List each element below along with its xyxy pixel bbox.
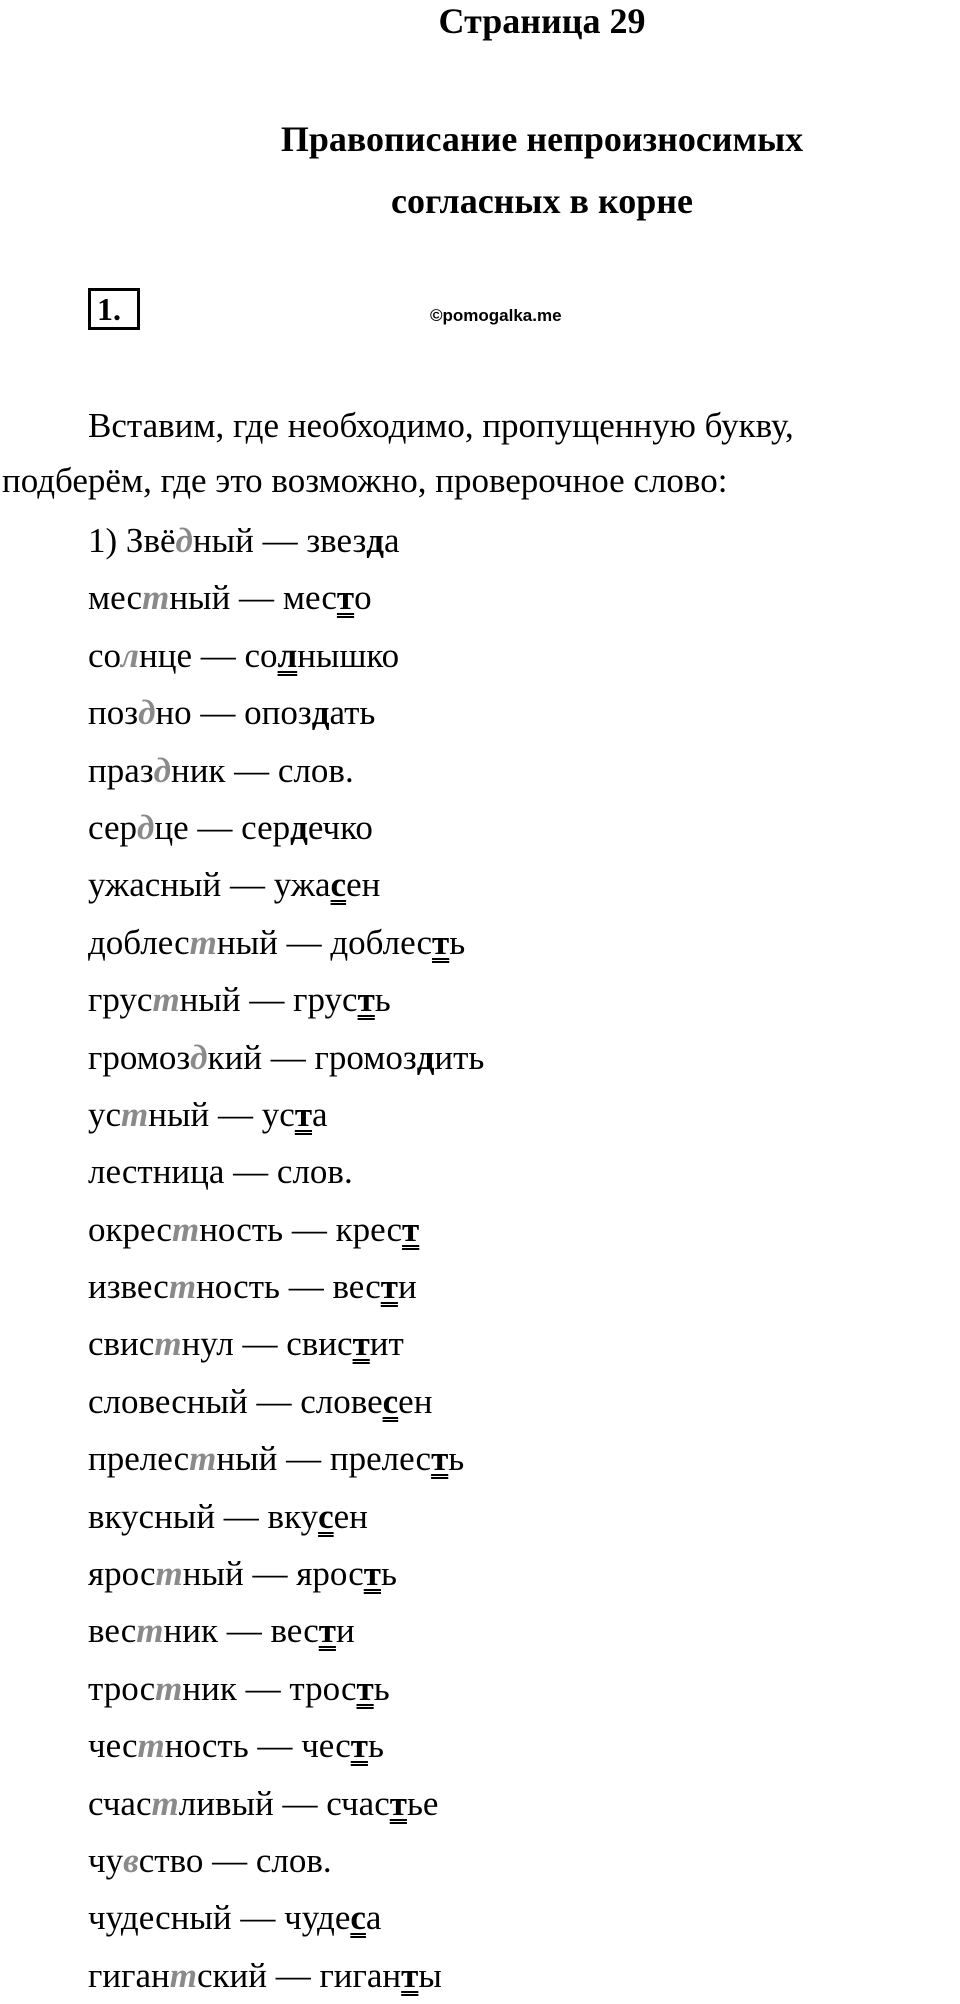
checked-letter: т: [357, 980, 375, 1020]
check-word-text: громоз: [314, 1037, 417, 1077]
silent-consonant: т: [169, 1955, 197, 1995]
silent-consonant: д: [138, 693, 156, 733]
checked-letter: т: [294, 1094, 313, 1134]
word-pair: [88, 1660, 948, 1717]
check-word-text: о: [354, 578, 372, 618]
word-text: трос: [88, 1668, 156, 1708]
checked-letter: т: [318, 1611, 336, 1651]
word-text: ность —: [199, 1209, 336, 1249]
word-pair: [88, 971, 948, 1028]
check-word-text: ь: [374, 980, 391, 1020]
checked-letter: л: [277, 635, 298, 675]
instruction-line-2: подберём, где это возможно, проверочное слово:: [2, 461, 728, 500]
word-pair: [88, 1488, 948, 1545]
word-pair: [88, 1602, 948, 1659]
silent-consonant: д: [137, 807, 155, 847]
silent-consonant: в: [123, 1840, 139, 1880]
check-word-text: ье: [406, 1783, 439, 1823]
check-word-text: вес: [332, 1267, 381, 1307]
check-word-text: ечко: [307, 807, 373, 847]
check-word-text: ен: [333, 1496, 368, 1536]
check-word-text: грус: [293, 980, 358, 1020]
word-pair: [88, 1832, 948, 1889]
word-text: доблес: [88, 922, 190, 962]
word-text: извес: [88, 1267, 169, 1307]
silent-consonant: т: [168, 1267, 197, 1307]
silent-consonant: т: [121, 1094, 149, 1134]
check-word-text: крес: [335, 1209, 403, 1249]
section-title: [0, 108, 960, 232]
silent-consonant: т: [137, 1726, 165, 1766]
word-text: словесный —: [88, 1381, 301, 1421]
checked-letter: т: [389, 1783, 407, 1823]
checked-letter: т: [401, 1955, 419, 1995]
silent-consonant: л: [121, 635, 140, 675]
checked-letter: т: [356, 1668, 374, 1708]
word-pair: [88, 1889, 948, 1946]
check-word-text: ужа: [273, 865, 331, 905]
check-word-text: а: [312, 1094, 328, 1134]
word-text: ливый —: [178, 1783, 327, 1823]
word-pair: [88, 684, 948, 741]
word-pair: [88, 856, 948, 913]
word-pair: [88, 569, 948, 626]
check-word-text: ы: [418, 1955, 442, 1995]
check-word-text: ен: [346, 865, 381, 905]
word-text: громоз: [88, 1037, 191, 1077]
check-word-text: а: [384, 521, 400, 560]
silent-consonant: т: [155, 1554, 183, 1594]
checked-letter: т: [352, 1324, 370, 1364]
silent-consonant: т: [152, 980, 180, 1020]
checked-letter: т: [431, 1439, 449, 1479]
check-word-text: счас: [326, 1783, 390, 1823]
check-word-text: ит: [369, 1324, 404, 1364]
word-pair: [88, 512, 948, 569]
checked-letter: с: [330, 865, 347, 905]
word-pair-list: [88, 512, 948, 2004]
checked-letter: т: [432, 922, 450, 962]
check-word-text: ать: [329, 693, 376, 733]
word-pair: [88, 1029, 948, 1086]
checked-letter: с: [350, 1898, 366, 1938]
word-pair: [88, 1947, 948, 2004]
check-word-text: звез: [306, 521, 367, 560]
check-word-text: прелес: [329, 1439, 432, 1479]
check-word-text: вес: [270, 1611, 319, 1651]
section-title-line-2: согласных в корне: [391, 181, 693, 221]
word-pair: [88, 1775, 948, 1832]
checked-letter: д: [416, 1037, 435, 1077]
checked-letter: т: [402, 1209, 420, 1249]
word-text: ус: [88, 1094, 122, 1134]
word-pair: [88, 799, 948, 856]
word-text: поз: [88, 693, 139, 733]
word-pair: [88, 1430, 948, 1487]
checked-letter: т: [336, 578, 355, 618]
check-word-text: сер: [241, 807, 291, 847]
checked-letter: с: [318, 1496, 334, 1536]
word-pair: [88, 1201, 948, 1258]
word-text: ный —: [192, 521, 307, 560]
checked-letter: т: [363, 1554, 381, 1594]
check-word-text: со: [244, 635, 278, 675]
section-title-line-1: Правописание непроизносимых: [280, 119, 804, 159]
word-pair: [88, 914, 948, 971]
checked-letter: с: [382, 1381, 399, 1421]
check-word-text: ен: [398, 1381, 433, 1421]
check-word-text: ить: [434, 1037, 485, 1077]
word-pair: [88, 627, 948, 684]
word-pair: [88, 742, 948, 799]
word-text: мес: [88, 578, 143, 618]
word-pair: [88, 1373, 948, 1430]
word-text: прелес: [88, 1439, 190, 1479]
word-text: счас: [88, 1783, 152, 1823]
check-word-text: доблес: [330, 922, 433, 962]
silent-consonant: т: [155, 1668, 183, 1708]
word-text: окрес: [88, 1209, 172, 1249]
check-word-text: ь: [449, 922, 466, 962]
check-word-text: ь: [373, 1668, 390, 1708]
word-text: 1) Звё: [88, 521, 176, 560]
check-word-text: мес: [282, 578, 337, 618]
word-text: ный —: [216, 922, 331, 962]
check-word-text: ь: [448, 1439, 465, 1479]
word-text: ный —: [182, 1554, 297, 1594]
word-text: кий —: [207, 1037, 315, 1077]
word-pair: [88, 1717, 948, 1774]
word-text: гиган: [88, 1955, 170, 1995]
word-text: сер: [88, 807, 137, 847]
word-text: ник — слов.: [170, 750, 354, 790]
word-text: ярос: [88, 1554, 156, 1594]
word-text: ник —: [163, 1611, 271, 1651]
word-text: ный —: [148, 1094, 262, 1134]
silent-consonant: т: [151, 1783, 179, 1823]
check-word-text: нышко: [297, 635, 400, 675]
task-instruction: [0, 398, 960, 508]
check-word-text: чуде: [284, 1898, 351, 1938]
page-title: Страница 29: [438, 1, 646, 41]
word-text: грус: [88, 980, 153, 1020]
instruction-line-1: Вставим, где необходимо, пропущенную букву,: [88, 406, 794, 445]
check-word-text: слове: [300, 1381, 383, 1421]
word-text: ность —: [196, 1267, 333, 1307]
checked-letter: д: [311, 693, 330, 733]
silent-consonant: т: [189, 1439, 217, 1479]
word-text: ник —: [182, 1668, 290, 1708]
check-word-text: гиган: [319, 1955, 402, 1995]
word-text: но —: [155, 693, 245, 733]
check-word-text: трос: [289, 1668, 357, 1708]
checked-letter: д: [366, 521, 385, 560]
check-word-text: опоз: [244, 693, 312, 733]
check-word-text: свис: [286, 1324, 353, 1364]
task-number-badge: 1.: [88, 288, 140, 330]
word-text: ный —: [179, 980, 294, 1020]
word-pair: [88, 1143, 948, 1200]
word-pair: [88, 1315, 948, 1372]
word-text: ство — слов.: [138, 1840, 332, 1880]
word-text: ужасный —: [88, 865, 274, 905]
word-text: чудесный —: [88, 1898, 285, 1938]
checked-letter: т: [380, 1267, 398, 1307]
word-text: ский —: [196, 1955, 320, 1995]
check-word-text: и: [335, 1611, 355, 1651]
check-word-text: ь: [367, 1726, 384, 1766]
word-text: це —: [154, 807, 242, 847]
silent-consonant: т: [142, 578, 170, 618]
word-text: свис: [88, 1324, 155, 1364]
check-word-text: а: [365, 1898, 382, 1938]
word-text: праз: [88, 750, 154, 790]
silent-consonant: д: [190, 1037, 208, 1077]
silent-consonant: д: [175, 521, 193, 560]
check-word-text: ь: [380, 1554, 397, 1594]
word-pair: [88, 1086, 948, 1143]
word-pair: [88, 1545, 948, 1602]
check-word-text: чес: [301, 1726, 351, 1766]
silent-consonant: т: [171, 1209, 200, 1249]
checked-letter: д: [290, 807, 308, 847]
silent-consonant: т: [154, 1324, 182, 1364]
word-text: чу: [88, 1840, 124, 1880]
silent-consonant: д: [153, 750, 171, 790]
word-pair: [88, 1258, 948, 1315]
word-text: ный —: [216, 1439, 330, 1479]
silent-consonant: т: [136, 1611, 164, 1651]
check-word-text: и: [397, 1267, 417, 1307]
check-word-text: ярос: [296, 1554, 364, 1594]
word-text: вес: [88, 1611, 137, 1651]
word-text: вкусный —: [88, 1496, 268, 1536]
word-text: нце —: [139, 635, 245, 675]
check-word-text: вку: [267, 1496, 319, 1536]
checked-letter: т: [350, 1726, 368, 1766]
word-text: ность —: [164, 1726, 302, 1766]
watermark: ©pomogalka.me: [430, 306, 562, 325]
word-text: чес: [88, 1726, 138, 1766]
word-text: со: [88, 635, 122, 675]
word-text: ный —: [169, 578, 283, 618]
word-text: лестница — слов.: [88, 1152, 353, 1192]
check-word-text: ус: [261, 1094, 295, 1134]
silent-consonant: т: [189, 922, 217, 962]
word-text: нул —: [181, 1324, 287, 1364]
